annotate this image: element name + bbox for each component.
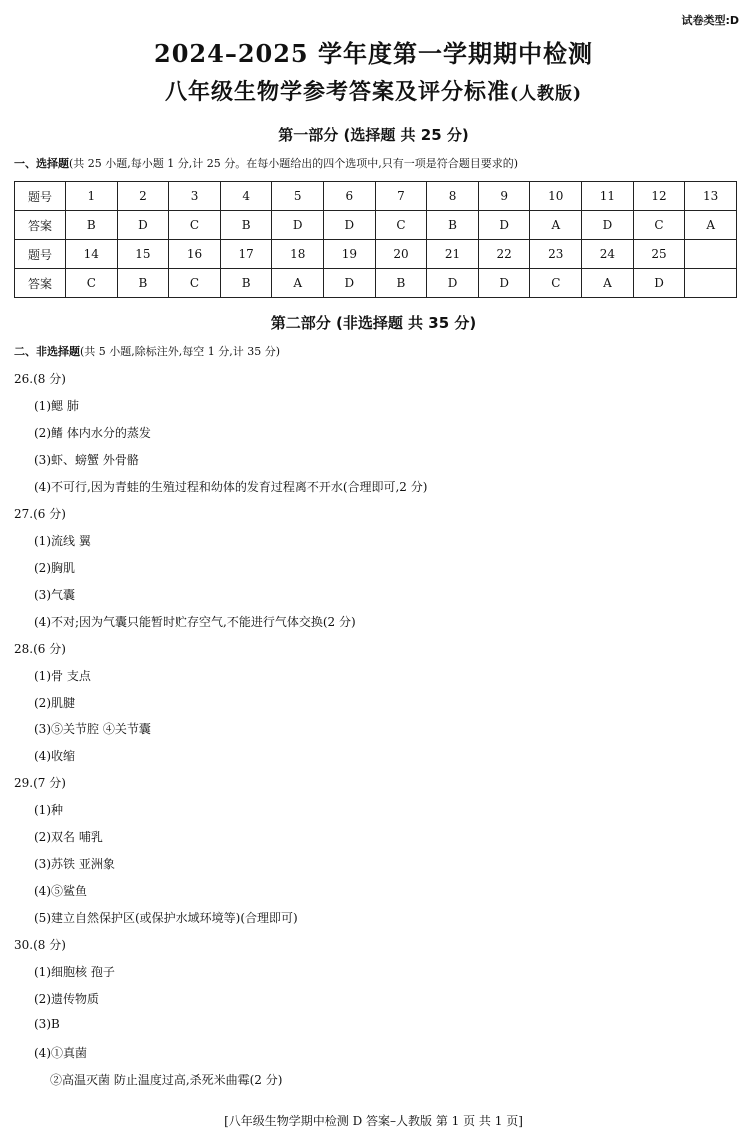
q26-answer-1: (1)鳃 肺 <box>34 399 79 413</box>
subtitle-edition: (人教版) <box>509 84 583 104</box>
table-cell: D <box>427 269 479 298</box>
q30-answer-4: (4)①真菌 <box>34 1046 87 1060</box>
table-cell: D <box>272 211 324 240</box>
q26-answer-2: (2)鳍 体内水分的蒸发 <box>34 426 151 440</box>
table-cell: 19 <box>324 240 376 269</box>
q30-answer-3: (3)B <box>34 1017 60 1031</box>
table-cell-header: 答案 <box>15 269 66 298</box>
table-cell: D <box>478 269 530 298</box>
q30-head: 30.(8 分) <box>14 938 66 952</box>
paper-type-label: 试卷类型:D <box>681 14 739 27</box>
table-row <box>15 240 737 269</box>
table-row <box>15 211 737 240</box>
table-cell: C <box>530 269 582 298</box>
table-cell <box>685 269 737 298</box>
table-cell: C <box>169 211 221 240</box>
table-cell: 4 <box>220 182 272 211</box>
q28-head: 28.(6 分) <box>14 642 66 656</box>
q28-answer-1: (1)骨 支点 <box>34 669 91 683</box>
page-title: 2024–2025 学年度第一学期期中检测 <box>154 39 593 68</box>
q30-answer-2: (2)遗传物质 <box>34 992 99 1006</box>
table-cell: B <box>220 211 272 240</box>
table-cell: C <box>169 269 221 298</box>
q28-answer-2: (2)肌腱 <box>34 696 75 710</box>
part2-heading: 第二部分 (非选择题 共 35 分) <box>270 314 477 332</box>
table-cell: 14 <box>66 240 118 269</box>
q29-answer-4: (4)⑤鲨鱼 <box>34 884 87 898</box>
table-cell: B <box>220 269 272 298</box>
table-cell: B <box>375 269 427 298</box>
q30-answer-5: ②高温灭菌 防止温度过高,杀死米曲霉(2 分) <box>50 1073 283 1087</box>
q27-answer-2: (2)胸肌 <box>34 561 75 575</box>
table-cell: C <box>375 211 427 240</box>
table-cell: C <box>66 269 118 298</box>
table-cell: 20 <box>375 240 427 269</box>
table-cell: 11 <box>582 182 634 211</box>
table-cell: 13 <box>685 182 737 211</box>
table-cell <box>685 240 737 269</box>
table-cell: 10 <box>530 182 582 211</box>
part1-heading: 第一部分 (选择题 共 25 分) <box>278 126 469 144</box>
table-cell: 17 <box>220 240 272 269</box>
table-cell: 9 <box>478 182 530 211</box>
q27-answer-3: (3)气囊 <box>34 588 75 602</box>
table-cell: D <box>324 269 376 298</box>
table-cell: D <box>633 269 685 298</box>
table-cell-header: 答案 <box>15 211 66 240</box>
page-subtitle <box>0 75 747 106</box>
table-cell: 7 <box>375 182 427 211</box>
q28-answer-3: (3)⑤关节腔 ④关节囊 <box>34 722 151 736</box>
q27-answer-4: (4)不对;因为气囊只能暂时贮存空气,不能进行气体交换(2 分) <box>34 615 356 629</box>
table-cell: D <box>478 211 530 240</box>
q28-answer-4: (4)收缩 <box>34 749 75 763</box>
table-cell: 22 <box>478 240 530 269</box>
part2-instruction <box>14 343 280 359</box>
table-cell: 3 <box>169 182 221 211</box>
table-cell: 24 <box>582 240 634 269</box>
subtitle-main: 八年级生物学参考答案及评分标准 <box>164 79 510 105</box>
part2-instruction-text: (共 5 小题,除标注外,每空 1 分,计 35 分) <box>80 345 281 358</box>
table-cell: B <box>117 269 169 298</box>
part1-instruction-label: 一、选择题 <box>14 157 69 170</box>
table-cell: 18 <box>272 240 324 269</box>
table-cell: A <box>582 269 634 298</box>
table-row <box>15 269 737 298</box>
table-cell: A <box>685 211 737 240</box>
table-cell: B <box>427 211 479 240</box>
page-footer: [八年级生物学期中检测 D 答案–人教版 第 1 页 共 1 页] <box>224 1114 523 1128</box>
q29-answer-1: (1)种 <box>34 803 63 817</box>
q29-answer-5: (5)建立自然保护区(或保护水域环境等)(合理即可) <box>34 911 298 925</box>
table-cell: C <box>633 211 685 240</box>
table-cell-header: 题号 <box>15 182 66 211</box>
table-row <box>15 182 737 211</box>
table-cell: A <box>530 211 582 240</box>
table-cell: D <box>582 211 634 240</box>
table-cell: 2 <box>117 182 169 211</box>
q29-answer-3: (3)苏铁 亚洲象 <box>34 857 115 871</box>
table-cell: 25 <box>633 240 685 269</box>
q29-head: 29.(7 分) <box>14 776 66 790</box>
q30-answer-1: (1)细胞核 孢子 <box>34 965 115 979</box>
table-cell: 21 <box>427 240 479 269</box>
table-cell: 8 <box>427 182 479 211</box>
q27-answer-1: (1)流线 翼 <box>34 534 91 548</box>
part2-instruction-label: 二、非选择题 <box>14 345 80 358</box>
part1-instruction-text: (共 25 小题,每小题 1 分,计 25 分。在每小题给出的四个选项中,只有一项是符合题目要求的) <box>69 157 519 170</box>
table-cell: 6 <box>324 182 376 211</box>
q26-answer-4: (4)不可行,因为青蛙的生殖过程和幼体的发育过程离不开水(合理即可,2 分) <box>34 480 428 494</box>
table-cell: 15 <box>117 240 169 269</box>
answer-table <box>14 181 737 298</box>
table-cell: A <box>272 269 324 298</box>
table-cell: D <box>117 211 169 240</box>
q29-answer-2: (2)双名 哺乳 <box>34 830 103 844</box>
table-cell: D <box>324 211 376 240</box>
part1-instruction <box>14 155 518 171</box>
table-cell: 12 <box>633 182 685 211</box>
q26-head: 26.(8 分) <box>14 372 66 386</box>
q27-head: 27.(6 分) <box>14 507 66 521</box>
table-cell: 23 <box>530 240 582 269</box>
table-cell: B <box>66 211 118 240</box>
table-cell-header: 题号 <box>15 240 66 269</box>
table-cell: 1 <box>66 182 118 211</box>
table-cell: 5 <box>272 182 324 211</box>
table-cell: 16 <box>169 240 221 269</box>
q26-answer-3: (3)虾、螃蟹 外骨骼 <box>34 453 139 467</box>
